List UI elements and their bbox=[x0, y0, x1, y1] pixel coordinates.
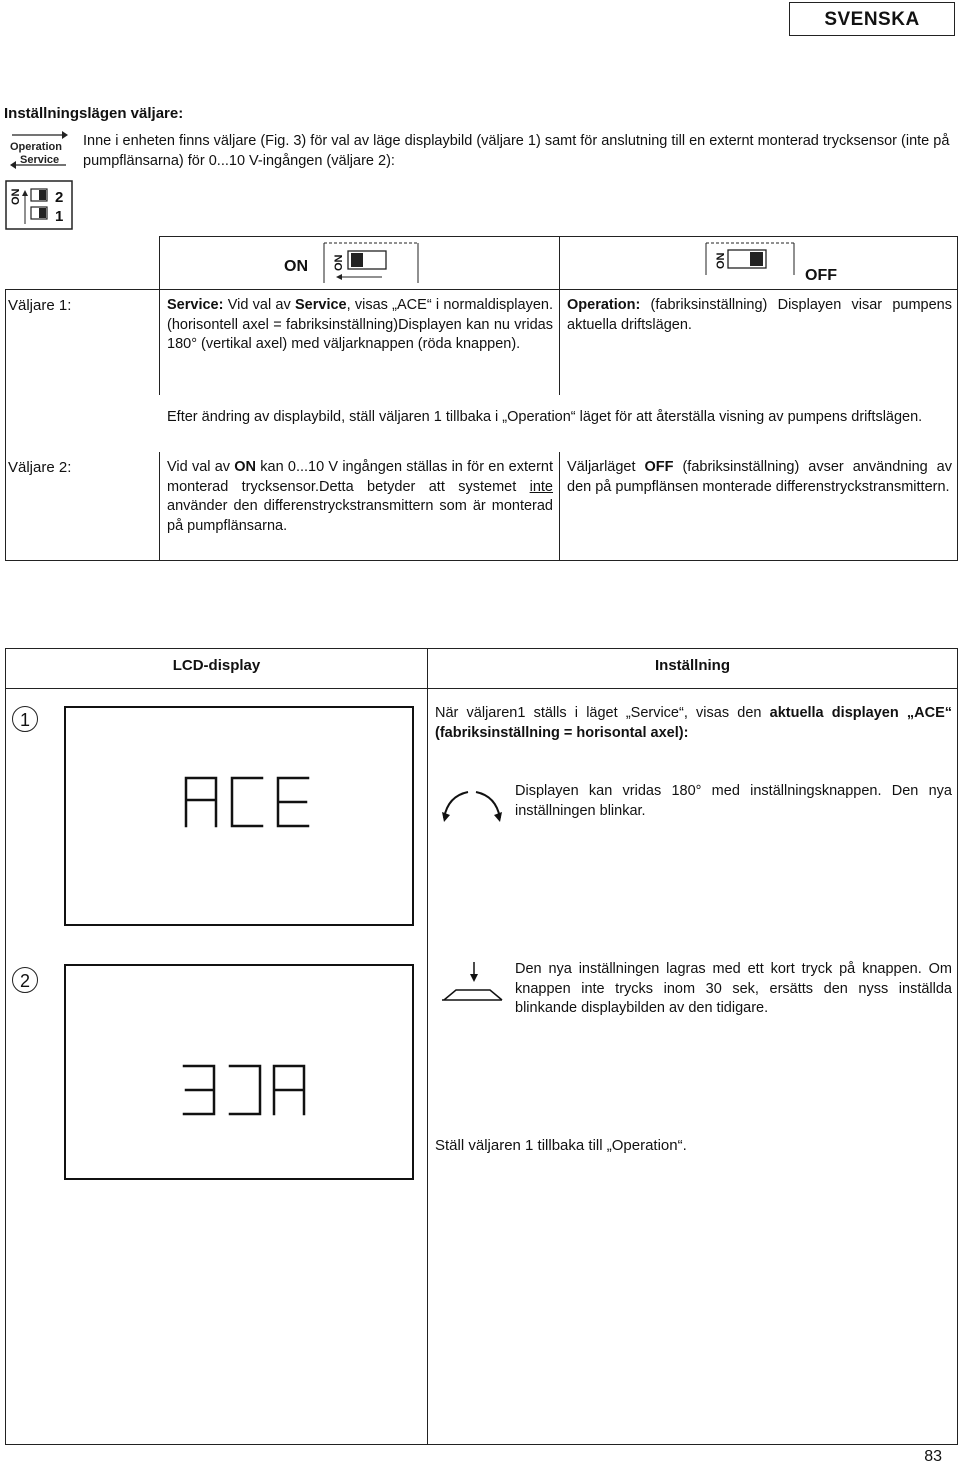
table-rule-top bbox=[5, 289, 958, 290]
table-rule-col1-b bbox=[159, 452, 160, 561]
table-rule-col2-a bbox=[559, 236, 560, 395]
switch-off-on-label: ON bbox=[715, 252, 727, 269]
table-rule-bottom bbox=[5, 560, 958, 561]
step1-text: När väljaren1 ställs i läget „Service“, visas den aktuella displayen „ACE“ (fabriksinställning = horisontal axel): bbox=[435, 705, 952, 741]
ace-display bbox=[66, 708, 412, 924]
step2-press-text: Den nya inställningen lagras med ett kort tryck på knappen. Om knappen inte trycks inom 30 sek, ersätts den nyss inställda blinkande displaybilden av den tidigare. bbox=[515, 961, 952, 1017]
dip-switch-icon bbox=[5, 180, 73, 230]
row2-on-cell: Vid val av ON kan 0...10 V ingången ställas in för en externt monterad trycksensor.Detta betyder att systemet inte använder den differenstryckstransmittern som är monterad på pumpflänsarna. bbox=[167, 459, 553, 534]
step1-number: 1 bbox=[12, 706, 38, 732]
lcd-table-left bbox=[5, 648, 6, 1445]
switch-on-label: ON bbox=[333, 254, 345, 271]
lcd-display-1 bbox=[64, 706, 414, 926]
ace-rotated-display bbox=[66, 966, 412, 1178]
lcd-display-2 bbox=[64, 964, 414, 1180]
selector-note: Efter ändring av displaybild, ställ väljaren 1 tillbaka i „Operation“ läget för att återställa visning av pumpens driftslägen. bbox=[167, 409, 923, 425]
switch-on-icon bbox=[322, 241, 420, 285]
off-header: OFF bbox=[805, 267, 837, 284]
step2-number: 2 bbox=[12, 967, 38, 993]
row2-label: Väljare 2: bbox=[8, 459, 72, 476]
row1-on-cell: Service: Vid val av Service, visas „ACE“ i normaldisplayen.(horisontell axel = fabriksinställning)Displayen kan nu vridas 180° (vertikal axel) med väljarknappen (röda knappen). bbox=[167, 297, 553, 353]
lcd-table-divider bbox=[427, 648, 428, 1445]
press-button-icon bbox=[440, 960, 504, 1004]
row1-label: Väljare 1: bbox=[8, 297, 72, 314]
row1-off-cell: Operation: (fabriksinställning) Displayen visar pumpens aktuella driftslägen. bbox=[567, 297, 952, 333]
step2-final-text: Ställ väljaren 1 tillbaka till „Operation“. bbox=[435, 1137, 687, 1154]
table-rule-col1-a bbox=[159, 236, 160, 395]
dip-on-label: ON bbox=[10, 188, 22, 205]
rotate-arrows-icon bbox=[438, 786, 506, 822]
lcd-col-header: LCD-display bbox=[172, 657, 261, 674]
section-title: Inställningslägen väljare: bbox=[4, 105, 184, 122]
switch-off-icon bbox=[704, 241, 796, 277]
on-header: ON bbox=[284, 258, 308, 275]
page-number: 83 bbox=[924, 1448, 942, 1466]
table-rule-header bbox=[159, 236, 958, 237]
operation-service-switch-icon bbox=[8, 128, 70, 170]
step1-rotate-text: Displayen kan vridas 180° med inställningsknappen. Den nya inställningen blinkar. bbox=[515, 783, 952, 819]
operation-label: Operation bbox=[10, 141, 62, 153]
dip-num-2: 2 bbox=[55, 189, 64, 206]
table-rule-col2-b bbox=[559, 452, 560, 561]
dip-num-1: 1 bbox=[55, 208, 64, 225]
table-rule-right bbox=[957, 236, 958, 561]
lcd-table-right bbox=[957, 648, 958, 1445]
setting-col-header: Inställning bbox=[655, 657, 730, 674]
service-label: Service bbox=[20, 154, 60, 166]
intro-text: Inne i enheten finns väljare (Fig. 3) för val av läge displaybild (väljare 1) samt för anslutning till en externt monterad trycksensor (inte på pumpflänsarna) för 0...10 V-ingången (väljare 2): bbox=[83, 133, 950, 169]
lcd-table-bottom bbox=[5, 1444, 958, 1445]
language-tab: SVENSKA bbox=[789, 2, 955, 36]
table-rule-left bbox=[5, 289, 6, 561]
row2-off-cell: Väljarläget OFF (fabriksinställning) avser användning av den på pumpflänsen monterade differenstryckstransmittern. bbox=[567, 459, 952, 495]
lcd-table-header-rule bbox=[5, 688, 958, 689]
lcd-table-top bbox=[5, 648, 958, 649]
